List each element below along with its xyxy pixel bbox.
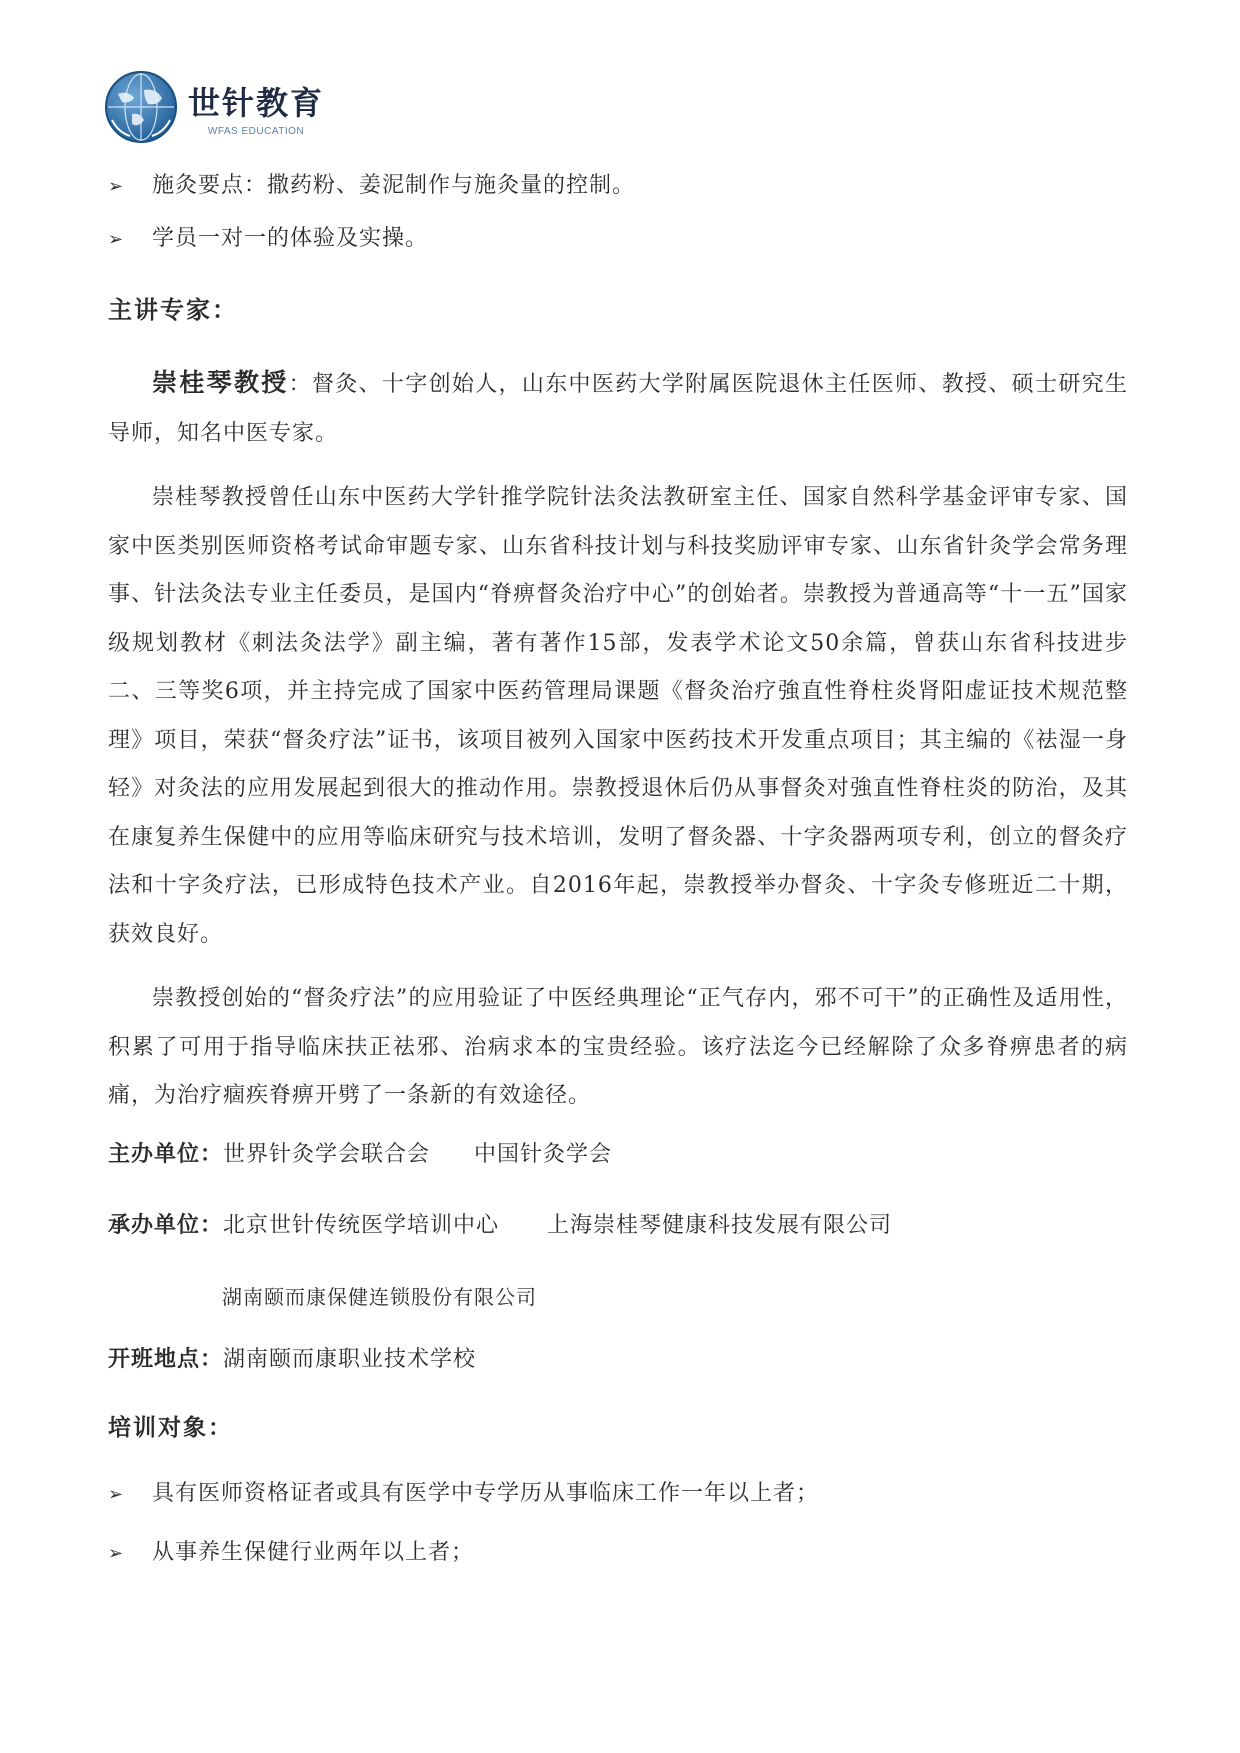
document-body xyxy=(108,170,1128,1590)
globe-emblem-icon xyxy=(104,70,178,144)
bullet-text: 学员一对一的体验及实操。 xyxy=(152,226,429,251)
bullet-item xyxy=(108,223,1128,256)
undertake-line-2 xyxy=(108,1281,1128,1310)
undertake-line xyxy=(108,1208,1128,1239)
undertake-org-3: 湖南颐而康保健连锁股份有限公司 xyxy=(222,1284,537,1309)
bullet-text: 从事养生保健行业两年以上者； xyxy=(152,1539,475,1565)
host-org-1: 世界针灸学会联合会 xyxy=(223,1141,431,1167)
logo xyxy=(104,70,324,144)
bullet-item xyxy=(108,1537,1128,1570)
host-line xyxy=(108,1137,1128,1168)
venue-value: 湖南颐而康职业技术学校 xyxy=(223,1346,477,1372)
host-label: 主办单位： xyxy=(108,1141,224,1167)
undertake-org-1: 北京世针传统医学培训中心 xyxy=(223,1212,500,1238)
logo-name-cn: 世针教育 xyxy=(188,83,325,122)
undertake-org-2: 上海崇桂琴健康科技发展有限公司 xyxy=(547,1212,893,1238)
expert-heading: 主讲专家： xyxy=(108,296,238,324)
undertake-label: 承办单位： xyxy=(108,1212,224,1238)
target-heading: 培训对象： xyxy=(108,1414,233,1441)
expert-paragraph-2: 崇教授创始的“督灸疗法”的应用验证了中医经典理论“正气存内，邪不可干”的正确性及适用性，积累了可用于指导临床扶正祛邪、治病求本的宝贵经验。该疗法迄今已经解除了众多脊痹患者的病痛，为治疗痼疾脊痹开劈了一条新的有效途径。 xyxy=(108,986,1128,1108)
arrow-bullet-icon: ➢ xyxy=(108,229,125,250)
bullet-text: 施灸要点：撒药粉、姜泥制作与施灸量的控制。 xyxy=(152,173,636,198)
bullet-item xyxy=(108,1478,1128,1511)
expert-intro xyxy=(108,359,1128,458)
logo-name-en: WFAS EDUCATION xyxy=(207,125,305,137)
arrow-bullet-icon: ➢ xyxy=(108,1483,125,1505)
venue-label: 开班地点： xyxy=(108,1346,224,1372)
bullet-text: 具有医师资格证者或具有医学中专学历从事临床工作一年以上者； xyxy=(152,1480,820,1506)
arrow-bullet-icon: ➢ xyxy=(108,1542,125,1564)
expert-paragraph-1: 崇桂琴教授曾任山东中医药大学针推学院针法灸法教研室主任、国家自然科学基金评审专家、国家中医类别医师资格考试命审题专家、山东省科技计划与科技奖励评审专家、山东省针灸学会常务理事、针法灸法专业主任委员，是国内“脊痹督灸治疗中心”的创始者。崇教授为普通高等“十一五”国家级规划教材《刺法灸法学》副主编，著有著作15部，发表学术论文50余篇，曾获山东省科技进步二、三等奖6项，并主持完成了国家中医药管理局课题《督灸治疗強直性脊柱炎肾阳虚证技术规范整理》项目，荣获“督灸疗法”证书，该项目被列入国家中医药技术开发重点项目；其主编的《祛湿一身轻》对灸法的应用发展起到很大的推动作用。崇教授退休后仍从事督灸对強直性脊柱炎的防治，及其在康复养生保健中的应用等临床研究与技术培训，发明了督灸器、十字灸器两项专利，创立的督灸疗法和十字灸疗法，已形成特色技术产业。自2016年起，崇教授举办督灸、十字灸专修班近二十期，获效良好。 xyxy=(108,485,1128,947)
expert-name: 崇桂琴教授 xyxy=(152,368,289,397)
expert-intro-text: ：督灸、十字创始人，山东中医药大学附属医院退休主任医师、教授、硕士研究生导师，知名中医专家。 xyxy=(108,372,1128,446)
venue-line xyxy=(108,1342,1128,1373)
bullet-item xyxy=(108,170,1128,203)
host-org-2: 中国针灸学会 xyxy=(474,1141,613,1167)
arrow-bullet-icon: ➢ xyxy=(108,176,125,197)
